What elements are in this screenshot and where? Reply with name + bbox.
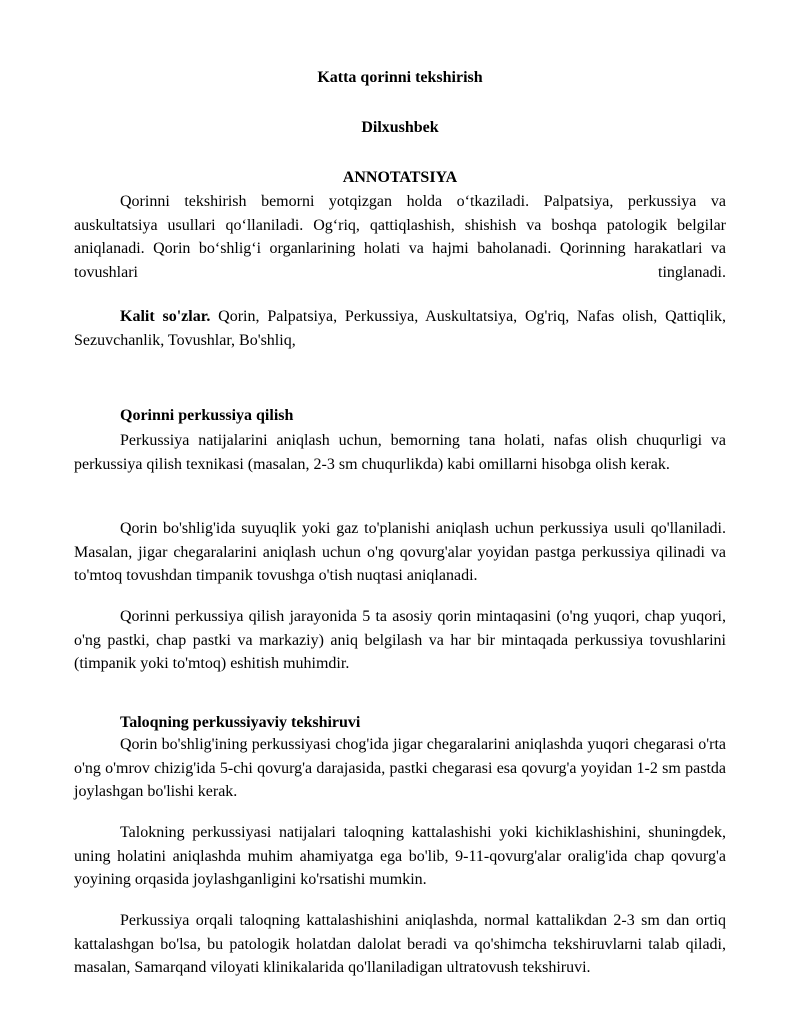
- section1-paragraph-1: Perkussiya natijalarini aniqlash uchun, bemorning tana holati, nafas olish chuqurligi va perkussiya qilish texnikasi (masalan, 2-3 sm chuqurlikda) kabi omillarni hisobga olish kerak.: [74, 432, 726, 473]
- document-title: Katta qorinni tekshirish: [317, 69, 483, 86]
- keywords-text: Qorin, Palpatsiya, Perkussiya, Auskultatsiya, Og'riq, Nafas olish, Qattiqlik, Sezuvchanlik, Tovushlar, Bo'shliq,: [74, 308, 726, 349]
- annotation-heading: ANNOTATSIYA: [342, 169, 458, 186]
- section2-paragraph-3: Perkussiya orqali taloqning kattalashishini aniqlashda, normal kattalikdan 2-3 sm dan ortiq kattalashgan bo'lsa, bu patologik holatdan dalolat beradi va qo'shimcha tekshiruvlarni talab qiladi, masalan, Samarqand viloyati klinikalarida qo'llaniladigan ultratovush tekshiruvi.: [74, 912, 726, 976]
- section2-paragraph-2: Talokning perkussiyasi natijalari taloqning kattalashishi yoki kichiklashishini, shuningdek, uning holatini aniqlashda muhim ahamiyatga ega bo'lib, 9-11-qovurg'alar oralig'ida chap qovurg'a yoyining orqasida joylashganligini ko'rsatishi mumkin.: [74, 824, 726, 888]
- section-heading-percussion: Qorinni perkussiya qilish: [120, 407, 294, 424]
- section2-paragraph-1: Qorin bo'shlig'ining perkussiyasi chog'ida jigar chegaralarini aniqlashda yuqori chegarasi o'rta o'ng o'mrov chizig'ida 5-chi qovurg'a darajasida, pastki chegarasi esa qovurg'a yoyidan 1-2 sm pastda joylashgan bo'lishi kerak.: [74, 736, 726, 800]
- section1-paragraph-3: Qorinni perkussiya qilish jarayonida 5 ta asosiy qorin mintaqasini (o'ng yuqori, chap yuqori, o'ng pastki, chap pastki va markaziy) aniq belgilash va har bir mintaqada perkussiya tovushlarini (timpanik yoki to'mtoq) eshitish muhimdir.: [74, 608, 726, 672]
- author-name: Dilxushbek: [361, 119, 439, 136]
- section1-paragraph-2: Qorin bo'shlig'ida suyuqlik yoki gaz to'planishi aniqlash uchun perkussiya usuli qo'llaniladi. Masalan, jigar chegaralarini aniqlash uchun o'ng qovurg'alar yoyidan pastga perkussiya qilinadi va to'mtoq tovushdan timpanik tovushga o'tish nuqtasi aniqlanadi.: [74, 520, 726, 584]
- section-heading-spleen: Taloqning perkussiyaviy tekshiruvi: [120, 714, 361, 731]
- keywords-paragraph: [74, 305, 726, 352]
- keywords-label: Kalit so'zlar.: [120, 308, 211, 325]
- annotation-text: Qorinni tekshirish bemorni yotqizgan holda o‘tkaziladi. Palpatsiya, perkussiya va auskultatsiya usullari qo‘llaniladi. Og‘riq, qattiqlashish, shishish va boshqa patologik belgilar aniqlanadi. Qorin bo‘shlig‘i organlarining holati va hajmi baholanadi. Qorinning harakatlari va tovushlari tinglanadi.: [74, 193, 726, 281]
